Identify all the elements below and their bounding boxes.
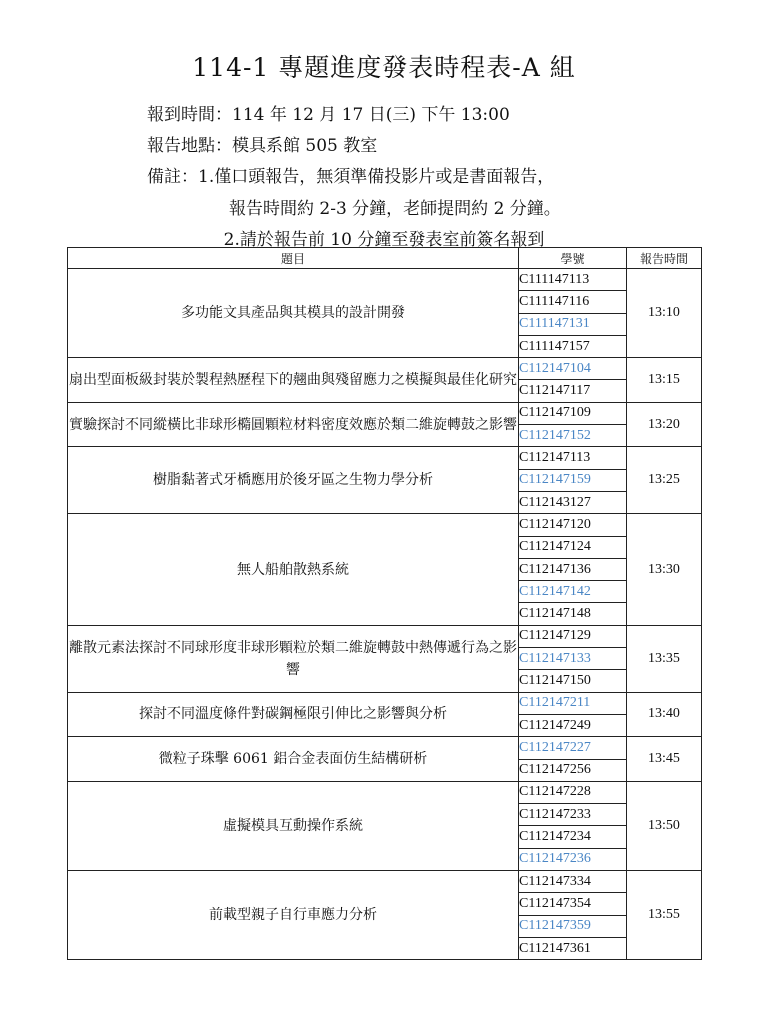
schedule-body xyxy=(68,269,702,960)
student-id-cell: C112147136 xyxy=(519,558,627,580)
report-time-cell: 13:20 xyxy=(627,402,702,447)
student-id-cell: C112147152 xyxy=(519,425,627,447)
topic-cell: 扇出型面板級封裝於製程熱歷程下的翹曲與殘留應力之模擬與最佳化研究 xyxy=(68,358,519,403)
note-line-2: 報告時間約 2-3 分鐘，老師提問約 2 分鐘。 xyxy=(229,199,561,219)
table-row xyxy=(68,358,702,380)
table-row xyxy=(68,737,702,759)
student-id-cell: C112147148 xyxy=(519,603,627,625)
student-id-cell: C112147124 xyxy=(519,536,627,558)
student-id-cell: C112147117 xyxy=(519,380,627,402)
student-id-cell: C112147249 xyxy=(519,714,627,736)
student-id-cell: C112147334 xyxy=(519,871,627,893)
student-id-cell: C112147227 xyxy=(519,737,627,759)
table-row xyxy=(68,269,702,291)
student-id-cell: C112147104 xyxy=(519,358,627,380)
table-row xyxy=(68,447,702,469)
table-row xyxy=(68,781,702,803)
topic-cell: 無人船舶散熱系統 xyxy=(68,514,519,625)
student-id-cell: C112147120 xyxy=(519,514,627,536)
topic-cell: 前載型親子自行車應力分析 xyxy=(68,871,519,960)
report-time-cell: 13:55 xyxy=(627,871,702,960)
student-id-cell: C112143127 xyxy=(519,491,627,513)
header-time: 報告時間 xyxy=(627,248,702,269)
report-time-cell: 13:25 xyxy=(627,447,702,514)
report-time-cell: 13:50 xyxy=(627,781,702,870)
header-student-id: 學號 xyxy=(519,248,627,269)
student-id-cell: C112147234 xyxy=(519,826,627,848)
student-id-cell: C112147236 xyxy=(519,848,627,870)
student-id-cell: C112147109 xyxy=(519,402,627,424)
topic-cell: 虛擬模具互動操作系統 xyxy=(68,781,519,870)
page-title: 114-1 專題進度發表時程表-A 組 xyxy=(192,53,576,82)
topic-cell: 實驗探討不同縱橫比非球形橢圓顆粒材料密度效應於類二維旋轉鼓之影響 xyxy=(68,402,519,447)
student-id-cell: C112147361 xyxy=(519,937,627,959)
report-time-cell: 13:35 xyxy=(627,625,702,692)
student-id-cell: C112147150 xyxy=(519,670,627,692)
topic-cell: 多功能文具產品與其模具的設計開發 xyxy=(68,269,519,358)
note-line-1: 備註：1.僅口頭報告，無須準備投影片或是書面報告， xyxy=(147,167,555,187)
student-id-cell: C112147211 xyxy=(519,692,627,714)
student-id-cell: C111147157 xyxy=(519,335,627,357)
report-time-cell: 13:30 xyxy=(627,514,702,625)
table-row xyxy=(68,871,702,893)
student-id-cell: C112147359 xyxy=(519,915,627,937)
report-time-cell: 13:40 xyxy=(627,692,702,737)
table-row xyxy=(68,692,702,714)
topic-cell: 樹脂黏著式牙橋應用於後牙區之生物力學分析 xyxy=(68,447,519,514)
table-row xyxy=(68,514,702,536)
table-row xyxy=(68,625,702,647)
student-id-cell: C112147256 xyxy=(519,759,627,781)
student-id-cell: C112147228 xyxy=(519,781,627,803)
student-id-cell: C111147116 xyxy=(519,291,627,313)
header-topic: 題目 xyxy=(68,248,519,269)
student-id-cell: C112147142 xyxy=(519,581,627,603)
topic-cell: 探討不同溫度條件對碳鋼極限引伸比之影響與分析 xyxy=(68,692,519,737)
note-line-3: 2.請於報告前 10 分鐘至發表室前簽名報到 xyxy=(223,230,545,250)
topic-cell: 離散元素法探討不同球形度非球形顆粒於類二維旋轉鼓中熱傳遞行為之影響 xyxy=(68,625,519,692)
report-place: 報告地點：模具系館 505 教室 xyxy=(147,136,378,156)
student-id-cell: C112147354 xyxy=(519,893,627,915)
student-id-cell: C112147129 xyxy=(519,625,627,647)
student-id-cell: C112147233 xyxy=(519,804,627,826)
student-id-cell: C111147113 xyxy=(519,269,627,291)
report-time-cell: 13:10 xyxy=(627,269,702,358)
student-id-cell: C112147113 xyxy=(519,447,627,469)
student-id-cell: C112147133 xyxy=(519,648,627,670)
table-row xyxy=(68,402,702,424)
topic-cell: 微粒子珠擊 6061 鋁合金表面仿生結構研析 xyxy=(68,737,519,782)
student-id-cell: C111147131 xyxy=(519,313,627,335)
table-header-row xyxy=(68,248,702,269)
report-time: 報到時間：114 年 12 月 17 日(三) 下午 13:00 xyxy=(147,105,510,125)
student-id-cell: C112147159 xyxy=(519,469,627,491)
report-time-cell: 13:15 xyxy=(627,358,702,403)
schedule-table xyxy=(67,247,702,960)
report-time-cell: 13:45 xyxy=(627,737,702,782)
